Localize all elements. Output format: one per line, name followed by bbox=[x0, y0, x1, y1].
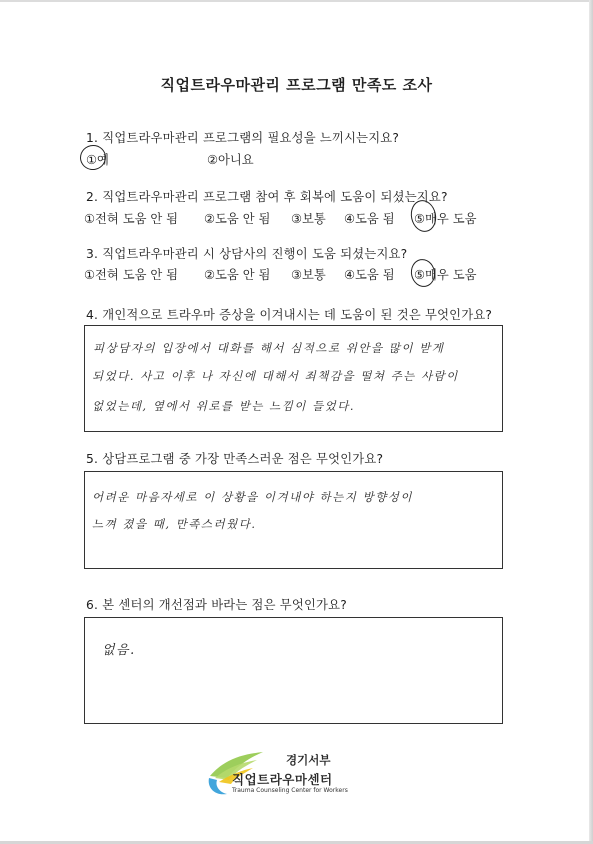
handwritten-answer-line: 되었다. 사고 이후 나 자신에 대해서 죄책감을 떨쳐 주는 사람이 bbox=[92, 369, 459, 383]
answer-box-6[interactable] bbox=[84, 617, 503, 724]
center-name: 직업트라우마센터 bbox=[232, 772, 333, 787]
option-no[interactable]: ②아니요 bbox=[207, 153, 254, 167]
question-5-text: 5. 상담프로그램 중 가장 만족스러운 점은 무엇인가요? bbox=[86, 452, 384, 466]
question-1-options bbox=[84, 150, 514, 166]
option-not-helpful-at-all[interactable]: ①전혀 도움 안 됨 bbox=[84, 268, 179, 282]
page-edge bbox=[0, 0, 593, 2]
question-2-text: 2. 직업트라우마관리 프로그램 참여 후 회복에 도움이 되셨는지요? bbox=[86, 190, 448, 204]
handwritten-answer-line: 없음. bbox=[102, 643, 136, 658]
handwritten-answer-line: 없었는데, 옆에서 위로를 받는 느낌이 들었다. bbox=[92, 399, 356, 413]
option-helpful[interactable]: ④도움 됨 bbox=[344, 212, 395, 226]
option-not-helpful-at-all[interactable]: ①전혀 도움 안 됨 bbox=[84, 212, 179, 226]
handwritten-answer-line: 피상담자의 입장에서 대화를 해서 심적으로 위안을 많이 받게 bbox=[93, 341, 445, 355]
survey-title: 직업트라우마관리 프로그램 만족도 조사 bbox=[160, 76, 433, 94]
question-2-options bbox=[84, 209, 514, 225]
question-1-text: 1. 직업트라우마관리 프로그램의 필요성을 느끼시는지요? bbox=[86, 131, 400, 145]
option-helpful[interactable]: ④도움 됨 bbox=[344, 268, 395, 282]
option-yes[interactable]: ①예 bbox=[86, 153, 109, 167]
center-name-english: Trauma Counseling Center for Workers bbox=[232, 787, 348, 794]
option-not-helpful[interactable]: ②도움 안 됨 bbox=[204, 212, 271, 226]
handwritten-answer-line: 어려운 마음자세로 이 상황을 이겨내야 하는지 방향성이 bbox=[92, 490, 413, 504]
handwritten-answer-line: 느껴 졌을 때, 만족스러웠다. bbox=[92, 517, 257, 531]
answer-box-4[interactable] bbox=[84, 325, 503, 432]
option-not-helpful[interactable]: ②도움 안 됨 bbox=[204, 268, 271, 282]
question-3-options bbox=[84, 265, 514, 281]
answer-box-5[interactable] bbox=[84, 471, 503, 569]
center-region: 경기서부 bbox=[286, 753, 331, 767]
question-3-text: 3. 직업트라우마관리 시 상담사의 진행이 도움 되셨는지요? bbox=[86, 247, 408, 261]
option-neutral[interactable]: ③보통 bbox=[291, 212, 326, 226]
answer-circle-mark bbox=[408, 257, 437, 289]
option-neutral[interactable]: ③보통 bbox=[291, 268, 326, 282]
question-6-text: 6. 본 센터의 개선점과 바라는 점은 무엇인가요? bbox=[86, 598, 347, 612]
option-very-helpful[interactable]: ⑤매우 도움 bbox=[414, 268, 477, 282]
page-edge bbox=[589, 0, 593, 844]
question-4-text: 4. 개인적으로 트라우마 증상을 이겨내시는 데 도움이 된 것은 무엇인가요? bbox=[86, 308, 493, 322]
option-very-helpful[interactable]: ⑤매우 도움 bbox=[414, 212, 477, 226]
